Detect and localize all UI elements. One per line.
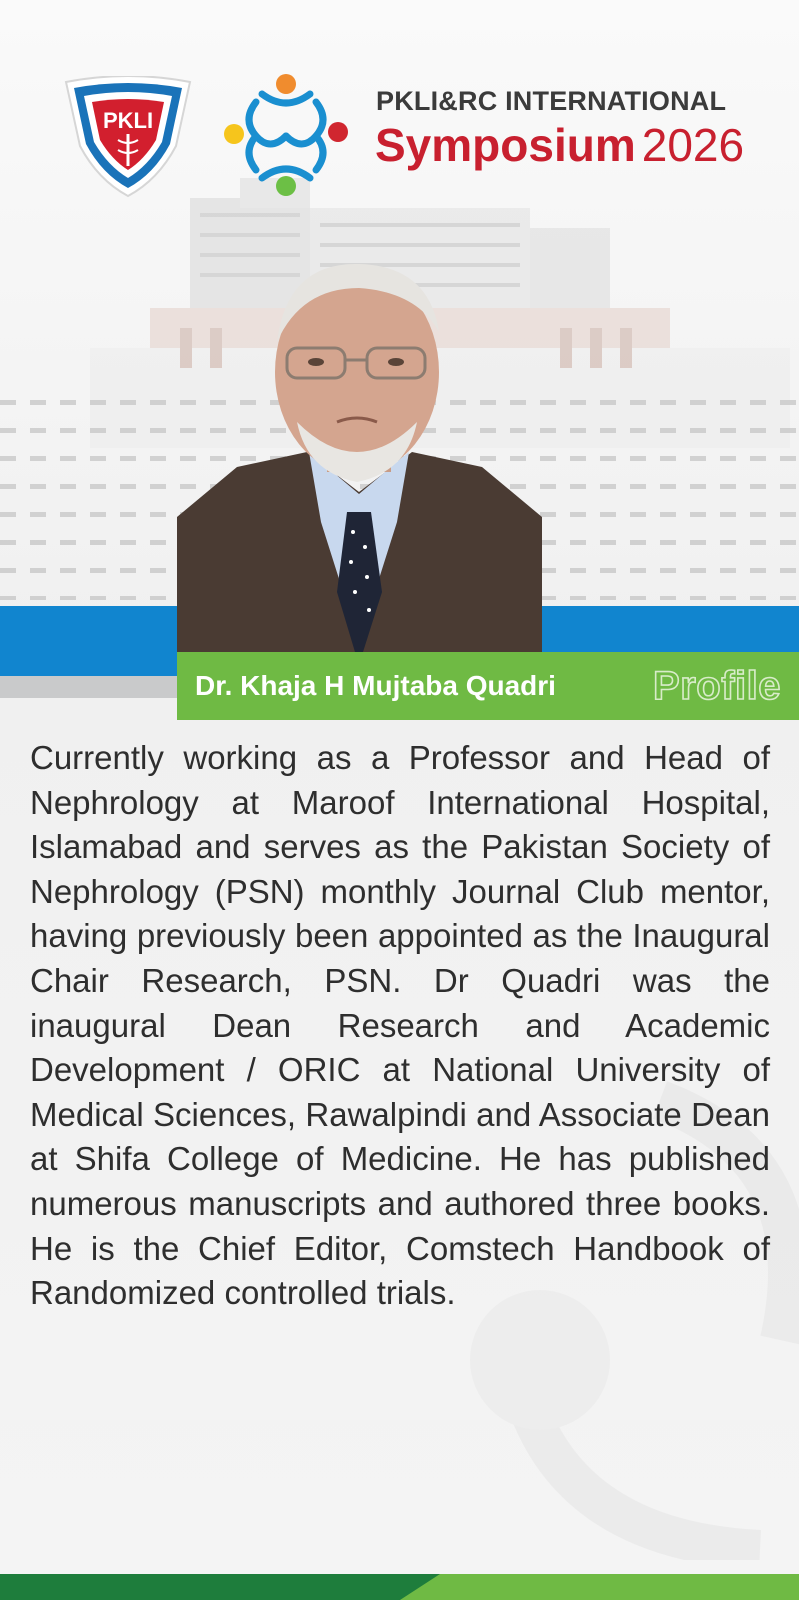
footer-band — [0, 1574, 799, 1600]
grey-accent-band — [0, 676, 190, 698]
speaker-name: Dr. Khaja H Mujtaba Quadri — [195, 670, 556, 701]
symposium-emblem-icon — [222, 72, 350, 200]
speaker-biography: Currently working as a Professor and Head of Nephrology at Maroof International Hospital, Islamabad and serves as the Pakistan Society of Nephrology (PSN) monthly Journal Club mentor, having previously been appointed as the Inaugural Chair Research, PSN. Dr Quadri was the inaugural Dean Research and Academic Development / ORIC at National University of Medical Sciences, Rawalpindi and Associate Dean at Shifa College of Medicine. He has published numerous manuscripts and authored three books. He is the Chief Editor, Comstech Handbook of Randomized controlled trials. — [30, 739, 770, 1312]
speaker-photo — [177, 262, 542, 652]
logo-text: PKLI — [102, 108, 154, 133]
speaker-name-strip — [177, 652, 799, 720]
event-title — [375, 119, 745, 171]
event-title-word: Symposium — [375, 119, 636, 171]
profile-label: Profile — [653, 664, 781, 708]
event-title-line: PKLI&RC INTERNATIONAL — [376, 86, 727, 116]
pkli-shield-logo — [58, 76, 198, 200]
event-year: 2026 — [641, 119, 745, 171]
